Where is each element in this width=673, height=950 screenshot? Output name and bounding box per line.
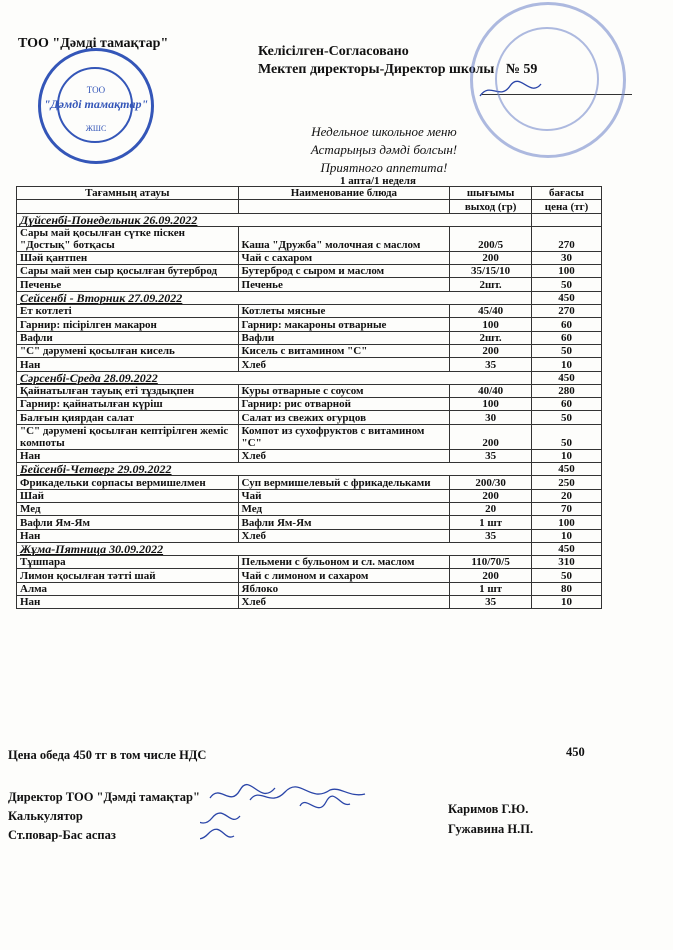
item-kz: Нан	[17, 596, 239, 609]
item-price: 270	[532, 305, 602, 318]
menu-item-row	[17, 569, 602, 582]
day-total: 450	[532, 291, 602, 304]
item-ru: Вафли Ям-Ям	[238, 516, 450, 529]
menu-item-row	[17, 278, 602, 291]
item-price: 70	[532, 502, 602, 515]
item-price: 50	[532, 569, 602, 582]
item-price: 270	[532, 226, 602, 251]
item-price: 310	[532, 556, 602, 569]
item-kz: Қайнатылған тауық еті тұздықпен	[17, 384, 239, 397]
item-yield: 200	[450, 344, 532, 357]
menu-item-row	[17, 424, 602, 449]
col-price-ru: цена (тг)	[532, 200, 602, 213]
footer-signatures	[200, 778, 440, 858]
item-price: 10	[532, 596, 602, 609]
menu-item-row	[17, 502, 602, 515]
menu-title: Недельное школьное меню	[311, 124, 457, 139]
item-yield: 110/70/5	[450, 556, 532, 569]
table-header-row-1	[17, 187, 602, 200]
company-stamp	[38, 48, 154, 164]
item-price: 10	[532, 358, 602, 371]
table-header-row-2	[17, 200, 602, 213]
item-ru: Печенье	[238, 278, 450, 291]
item-price: 60	[532, 331, 602, 344]
item-ru: Яблоко	[238, 582, 450, 595]
menu-item-row	[17, 556, 602, 569]
menu-item-row	[17, 476, 602, 489]
day-title: Сәрсенбі-Среда 28.09.2022	[17, 371, 532, 384]
day-title: Жұма-Пятница 30.09.2022	[17, 542, 532, 555]
menu-item-row	[17, 265, 602, 278]
item-price: 10	[532, 449, 602, 462]
item-kz: Сары май мен сыр қосылған бутерброд	[17, 265, 239, 278]
item-price: 60	[532, 398, 602, 411]
item-price: 60	[532, 318, 602, 331]
item-yield: 1 шт	[450, 582, 532, 595]
item-yield: 200/30	[450, 476, 532, 489]
menu-item-row	[17, 318, 602, 331]
menu-item-row	[17, 596, 602, 609]
item-ru: Пельмени с бульоном и сл. маслом	[238, 556, 450, 569]
menu-item-row	[17, 344, 602, 357]
item-yield: 20	[450, 502, 532, 515]
item-kz: Шәй қантпен	[17, 251, 239, 264]
school-stamp-inner	[495, 27, 599, 131]
item-kz: Нан	[17, 529, 239, 542]
item-kz: "С" дәрумені қосылған кептірілген жеміс компоты	[17, 424, 239, 449]
day-row	[17, 371, 602, 384]
day-row	[17, 291, 602, 304]
signature-3	[300, 796, 350, 808]
item-price: 10	[532, 529, 602, 542]
item-yield: 2шт.	[450, 331, 532, 344]
item-yield: 1 шт	[450, 516, 532, 529]
item-ru: Кисель с витамином "С"	[238, 344, 450, 357]
day-title: Дүйсенбі-Понедельник 26.09.2022	[17, 213, 532, 226]
item-yield: 200	[450, 251, 532, 264]
item-ru: Гарнир: макароны отварные	[238, 318, 450, 331]
item-yield: 100	[450, 318, 532, 331]
day-title: Бейсенбі-Четверг 29.09.2022	[17, 463, 532, 476]
greeting-ru: Приятного аппетита!	[320, 160, 448, 175]
menu-item-row	[17, 226, 602, 251]
item-yield: 2шт.	[450, 278, 532, 291]
item-ru: Хлеб	[238, 449, 450, 462]
item-kz: Фрикадельки сорпасы вермишелмен	[17, 476, 239, 489]
menu-item-row	[17, 449, 602, 462]
day-row	[17, 542, 602, 555]
menu-item-row	[17, 358, 602, 371]
menu-item-row	[17, 398, 602, 411]
item-ru: Хлеб	[238, 358, 450, 371]
item-ru: Каша "Дружба" молочная с маслом	[238, 226, 450, 251]
item-yield: 40/40	[450, 384, 532, 397]
item-price: 100	[532, 265, 602, 278]
director-title: Мектеп директоры-Директор школы	[258, 62, 495, 77]
item-kz: Мед	[17, 502, 239, 515]
menu-item-row	[17, 529, 602, 542]
item-yield: 200	[450, 489, 532, 502]
item-kz: Сары май қосылған сүтке піскен "Достық" ботқасы	[17, 226, 239, 251]
item-price: 100	[532, 516, 602, 529]
item-ru: Гарнир: рис отварной	[238, 398, 450, 411]
week-label: 1 апта/1 неделя	[340, 175, 416, 187]
item-price: 50	[532, 411, 602, 424]
menu-item-row	[17, 384, 602, 397]
item-yield: 35	[450, 358, 532, 371]
col-yield-ru: выход (гр)	[450, 200, 532, 213]
item-kz: Ет котлеті	[17, 305, 239, 318]
stamp-text-3: ЖШС	[85, 124, 107, 133]
item-yield: 200	[450, 569, 532, 582]
item-yield: 45/40	[450, 305, 532, 318]
item-ru: Котлеты мясные	[238, 305, 450, 318]
item-kz: Алма	[17, 582, 239, 595]
item-kz: Шай	[17, 489, 239, 502]
menu-item-row	[17, 331, 602, 344]
item-ru: Хлеб	[238, 529, 450, 542]
item-ru: Чай	[238, 489, 450, 502]
day-title: Сейсенбі - Вторник 27.09.2022	[17, 291, 532, 304]
item-price: 80	[532, 582, 602, 595]
item-price: 50	[532, 424, 602, 449]
item-yield: 35/15/10	[450, 265, 532, 278]
col-price-kz: бағасы	[532, 187, 602, 200]
item-yield: 35	[450, 449, 532, 462]
greeting-kz: Астарыңыз дәмді болсын!	[310, 142, 458, 157]
header-blank-1	[17, 200, 239, 213]
item-ru: Бутерброд с сыром и маслом	[238, 265, 450, 278]
menu-item-row	[17, 582, 602, 595]
item-kz: Нан	[17, 358, 239, 371]
day-total: 450	[532, 371, 602, 384]
menu-item-row	[17, 516, 602, 529]
lunch-price-note: Цена обеда 450 тг в том числе НДС	[8, 748, 207, 762]
signer-director: Директор ТОО "Дәмді тамақтар"	[8, 790, 200, 804]
item-ru: Чай с сахаром	[238, 251, 450, 264]
item-kz: Нан	[17, 449, 239, 462]
item-yield: 100	[450, 398, 532, 411]
menu-item-row	[17, 411, 602, 424]
item-ru: Вафли	[238, 331, 450, 344]
menu-table	[16, 186, 602, 609]
item-kz: "С" дәрумені қосылған кисель	[17, 344, 239, 357]
item-yield: 35	[450, 529, 532, 542]
item-price: 280	[532, 384, 602, 397]
name-guzhavina: Гужавина Н.П.	[448, 822, 534, 836]
item-price: 30	[532, 251, 602, 264]
final-total: 450	[566, 745, 585, 759]
item-ru: Хлеб	[238, 596, 450, 609]
item-kz: Гарнир: пісірілген макарон	[17, 318, 239, 331]
signer-chef: Ст.повар-Бас аспаз	[8, 828, 116, 842]
item-ru: Чай с лимоном и сахаром	[238, 569, 450, 582]
company-name: ТОО "Дәмді тамақтар"	[18, 36, 169, 51]
item-price: 50	[532, 344, 602, 357]
item-price: 250	[532, 476, 602, 489]
menu-item-row	[17, 305, 602, 318]
name-karimov: Каримов Г.Ю.	[448, 802, 529, 816]
header-blank-2	[238, 200, 450, 213]
col-kz-name: Тағамның атауы	[17, 187, 239, 200]
signature-5	[200, 829, 234, 839]
stamp-text-1: ТОО	[86, 85, 106, 95]
school-number: № 59	[505, 62, 538, 77]
item-price: 50	[532, 278, 602, 291]
item-price: 20	[532, 489, 602, 502]
signature-4	[200, 813, 240, 823]
item-ru: Суп вермишелевый с фрикадельками	[238, 476, 450, 489]
item-yield: 200	[450, 424, 532, 449]
day-total: 450	[532, 463, 602, 476]
item-kz: Тұшпара	[17, 556, 239, 569]
item-yield: 200/5	[450, 226, 532, 251]
day-row	[17, 213, 602, 226]
item-kz: Гарнир: қайнатылған күріш	[17, 398, 239, 411]
item-kz: Вафли	[17, 331, 239, 344]
signer-calculator: Калькулятор	[8, 809, 83, 823]
col-yield-kz: шығымы	[450, 187, 532, 200]
day-total	[532, 213, 602, 226]
stamp-text-2: "Дәмді тамақтар"	[43, 97, 149, 111]
item-ru: Куры отварные с соусом	[238, 384, 450, 397]
item-ru: Компот из сухофруктов с витамином "С"	[238, 424, 450, 449]
item-kz: Вафли Ям-Ям	[17, 516, 239, 529]
item-kz: Печенье	[17, 278, 239, 291]
menu-item-row	[17, 251, 602, 264]
item-kz: Балғын қиярдан салат	[17, 411, 239, 424]
menu-body	[17, 213, 602, 609]
item-yield: 35	[450, 596, 532, 609]
item-kz: Лимон қосылған тәтті шай	[17, 569, 239, 582]
item-yield: 30	[450, 411, 532, 424]
agreed-label: Келісілген-Согласовано	[258, 44, 409, 59]
item-ru: Салат из свежих огурцов	[238, 411, 450, 424]
day-row	[17, 463, 602, 476]
col-ru-name: Наименование блюда	[238, 187, 450, 200]
item-ru: Мед	[238, 502, 450, 515]
menu-item-row	[17, 489, 602, 502]
day-total: 450	[532, 542, 602, 555]
